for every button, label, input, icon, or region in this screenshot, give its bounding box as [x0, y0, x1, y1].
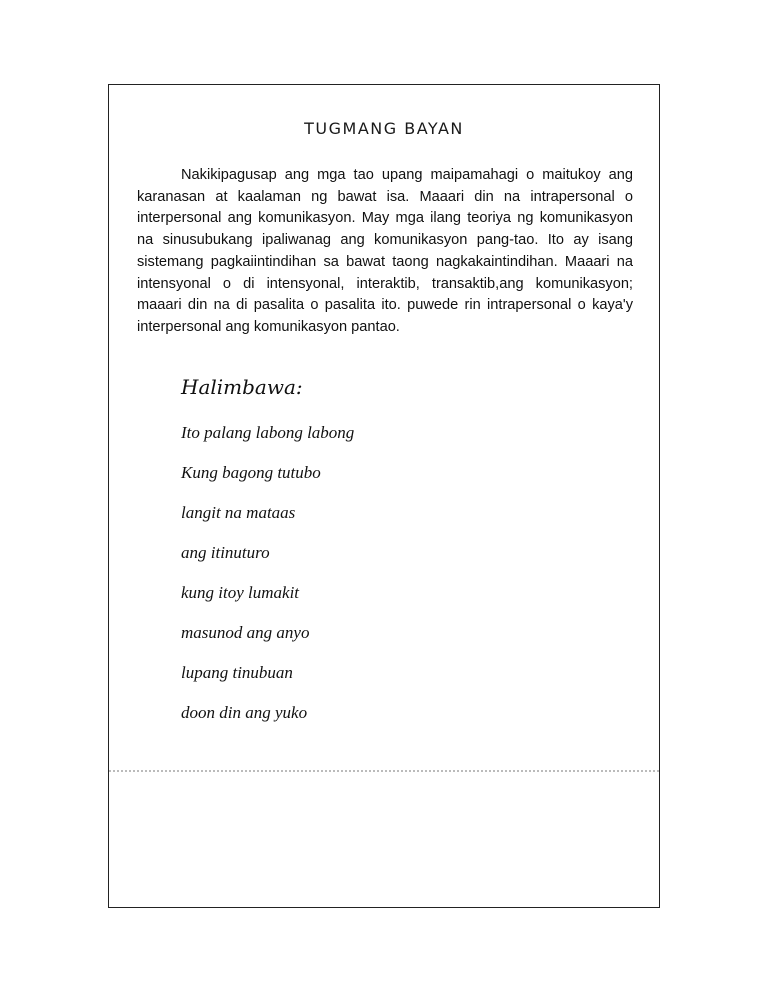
verse-line-4: ang itinuturo — [181, 543, 270, 562]
verse-line-5: kung itoy lumakit — [181, 583, 300, 602]
example-heading: Halimbawa: — [181, 375, 303, 399]
verse-list — [181, 421, 354, 741]
page-break-divider — [109, 770, 659, 772]
document-title: TUGMANG BAYAN — [304, 119, 464, 138]
verse-line-1: Ito palang labong labong — [181, 423, 355, 442]
paragraph-text: Nakikipagusap ang mga tao upang maipamahagi o maitukoy ang karanasan at kaalaman ng bawat isa. Maaari din na intrapersonal o interpersonal ang komunikasyon. May mga ilang teoriya ng komunikasyon na sinusubukang ipaliwanag ang komunikasyon pang-tao. Ito ay isang sistemang pagkaiintindihan sa bawat taong nagkakaintindihan. Maaari na intensyonal o di intensyonal, interaktib, transaktib,ang komunikasyon; maaari din na di pasalita o pasalita ito. puwede rin intrapersonal o kaya'y interpersonal ang komunikasyon pantao. — [137, 167, 633, 335]
verse-line-8: doon din ang yuko — [181, 703, 308, 722]
body-paragraph — [137, 165, 633, 339]
verse-line-3: langit na mataas — [181, 503, 296, 522]
document-page — [108, 84, 660, 908]
verse-line-7: lupang tinubuan — [181, 663, 293, 682]
verse-line-2: Kung bagong tutubo — [181, 463, 321, 482]
verse-line-6: masunod ang anyo — [181, 623, 310, 642]
